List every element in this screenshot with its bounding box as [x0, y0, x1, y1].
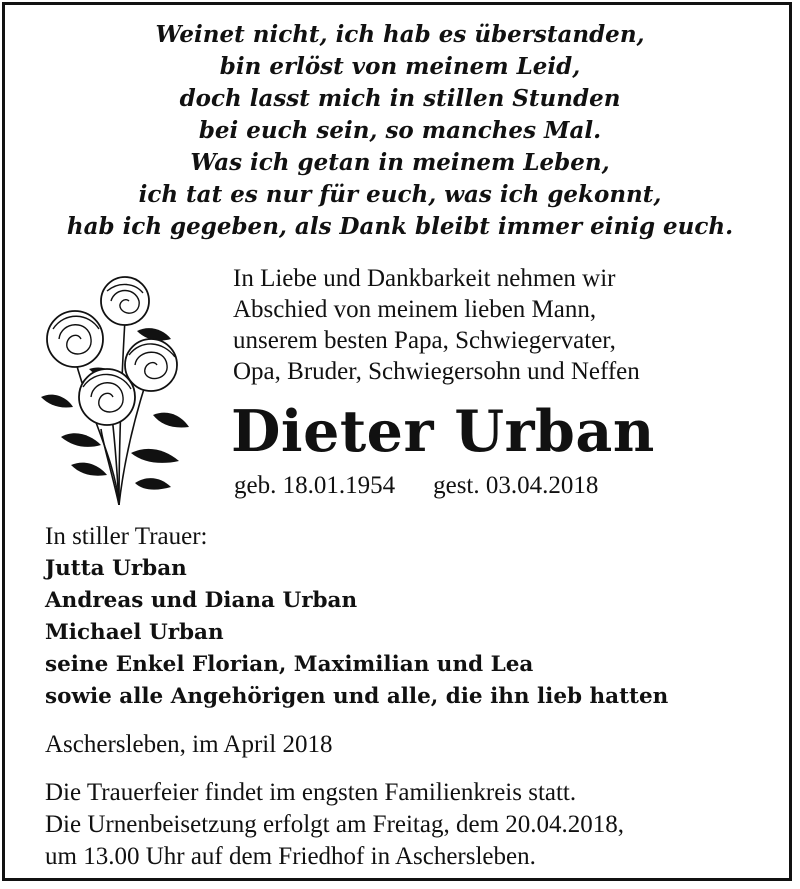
life-dates — [234, 471, 598, 501]
verse-line: bei euch sein, so manches Mal. — [198, 117, 602, 144]
mourner-name: Jutta Urban — [45, 556, 187, 581]
mourner-name: sowie alle Angehörigen und alle, die ihn lieb hatten — [45, 684, 669, 709]
mourner-name: Michael Urban — [45, 620, 224, 645]
mourners — [45, 521, 668, 713]
verse-line: ich tat es nur für euch, was ich gekonnt, — [138, 181, 662, 208]
intro-line: Abschied von meinem lieben Mann, — [233, 296, 597, 323]
verse-line: Was ich getan in meinem Leben, — [190, 149, 610, 176]
notice-line: Die Urnenbeisetzung erfolgt am Freitag, dem 20.04.2018, — [45, 811, 625, 838]
intro-text — [233, 263, 640, 387]
verse-line: bin erlöst von meinem Leid, — [219, 53, 581, 80]
deceased-name: Dieter Urban — [231, 398, 655, 465]
intro-line: In Liebe und Dankbarkeit nehmen wir — [233, 265, 616, 292]
place-date: Aschersleben, im April 2018 — [45, 731, 333, 758]
obituary-frame — [2, 2, 792, 881]
intro-line: unserem besten Papa, Schwiegervater, — [233, 327, 616, 354]
mourners-label: In stiller Trauer: — [45, 523, 208, 550]
roses-icon — [31, 269, 191, 505]
intro-line: Opa, Bruder, Schwiegersohn und Neffen — [233, 358, 640, 385]
mourner-name: Andreas und Diana Urban — [45, 588, 358, 613]
notice-line: um 13.00 Uhr auf dem Friedhof in Aschersleben. — [45, 843, 536, 870]
birth-date: geb. 18.01.1954 — [234, 472, 396, 499]
verse-line: hab ich gegeben, als Dank bleibt immer einig euch. — [66, 213, 734, 240]
funeral-notice — [45, 777, 624, 873]
notice-line: Die Trauerfeier findet im engsten Familienkreis statt. — [45, 779, 577, 806]
verse — [5, 19, 795, 243]
death-date: gest. 03.04.2018 — [433, 472, 599, 499]
verse-line: doch lasst mich in stillen Stunden — [179, 85, 621, 112]
verse-line: Weinet nicht, ich hab es überstanden, — [155, 21, 645, 48]
mourner-name: seine Enkel Florian, Maximilian und Lea — [45, 652, 534, 677]
